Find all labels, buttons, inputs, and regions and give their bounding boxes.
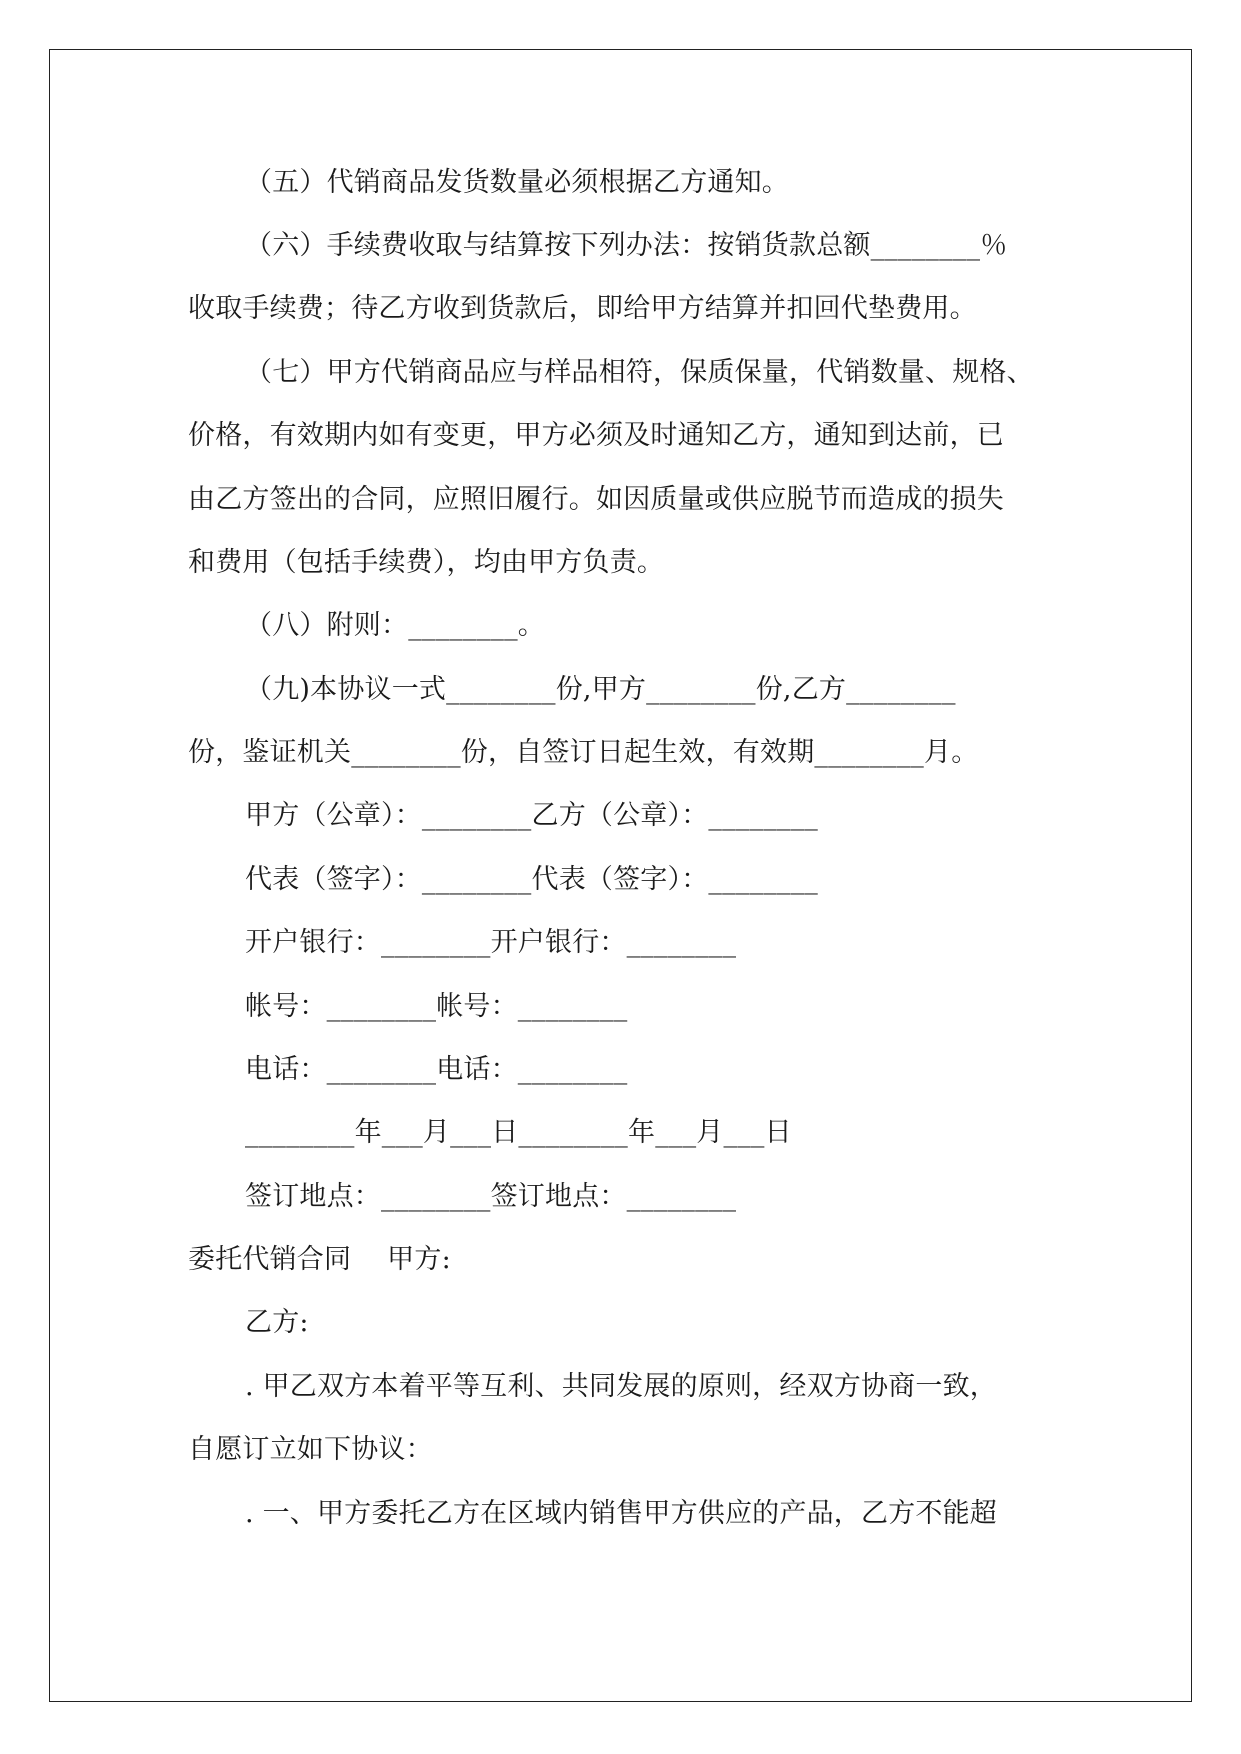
clause-9-line-2: 份，鉴证机关________份，自签订日起生效，有效期________月。: [188, 737, 979, 768]
clause-7-line-2: 价格，有效期内如有变更，甲方必须及时通知乙方，通知到达前，已: [188, 420, 1004, 451]
representative-line: 代表（签字）：________代表（签字）：________: [245, 864, 818, 895]
phone-line: 电话：________电话：________: [245, 1054, 628, 1085]
preamble-line-1: . 甲乙双方本着平等互利、共同发展的原则，经双方协商一致，: [245, 1371, 997, 1402]
article-1-line-1: . 一、甲方委托乙方在区域内销售甲方供应的产品，乙方不能超: [245, 1498, 997, 1529]
preamble-line-2: 自愿订立如下协议：: [188, 1434, 433, 1465]
clause-8: （八）附则：________。: [245, 610, 545, 641]
signing-place-line: 签订地点：________签订地点：________: [245, 1181, 737, 1212]
clause-7-line-3: 由乙方签出的合同，应照旧履行。如因质量或供应脱节而造成的损失: [188, 484, 1004, 515]
bank-line: 开户银行：________开户银行：________: [245, 927, 737, 958]
clause-6-line-1: （六）手续费收取与结算按下列办法：按销货款总额________％: [245, 230, 1008, 261]
account-line: 帐号：________帐号：________: [245, 991, 628, 1022]
clause-7-line-4: 和费用（包括手续费），均由甲方负责。: [188, 547, 665, 578]
clause-6-line-2: 收取手续费；待乙方收到货款后，即给甲方结算并扣回代垫费用。: [188, 293, 977, 324]
seal-line: 甲方（公章）：________乙方（公章）：________: [245, 800, 818, 831]
date-line: ________年___月___日________年___月___日: [245, 1117, 792, 1148]
party-b-line: 乙方:: [245, 1307, 309, 1338]
clause-5: （五）代销商品发货数量必须根据乙方通知。: [245, 167, 789, 198]
clause-9-line-1: （九)本协议一式________份,甲方________份,乙方________: [245, 674, 956, 705]
contract-title-line: 委托代销合同 甲方:: [188, 1244, 451, 1275]
clause-7-line-1: （七）甲方代销商品应与样品相符，保质保量，代销数量、规格、: [245, 357, 1034, 388]
